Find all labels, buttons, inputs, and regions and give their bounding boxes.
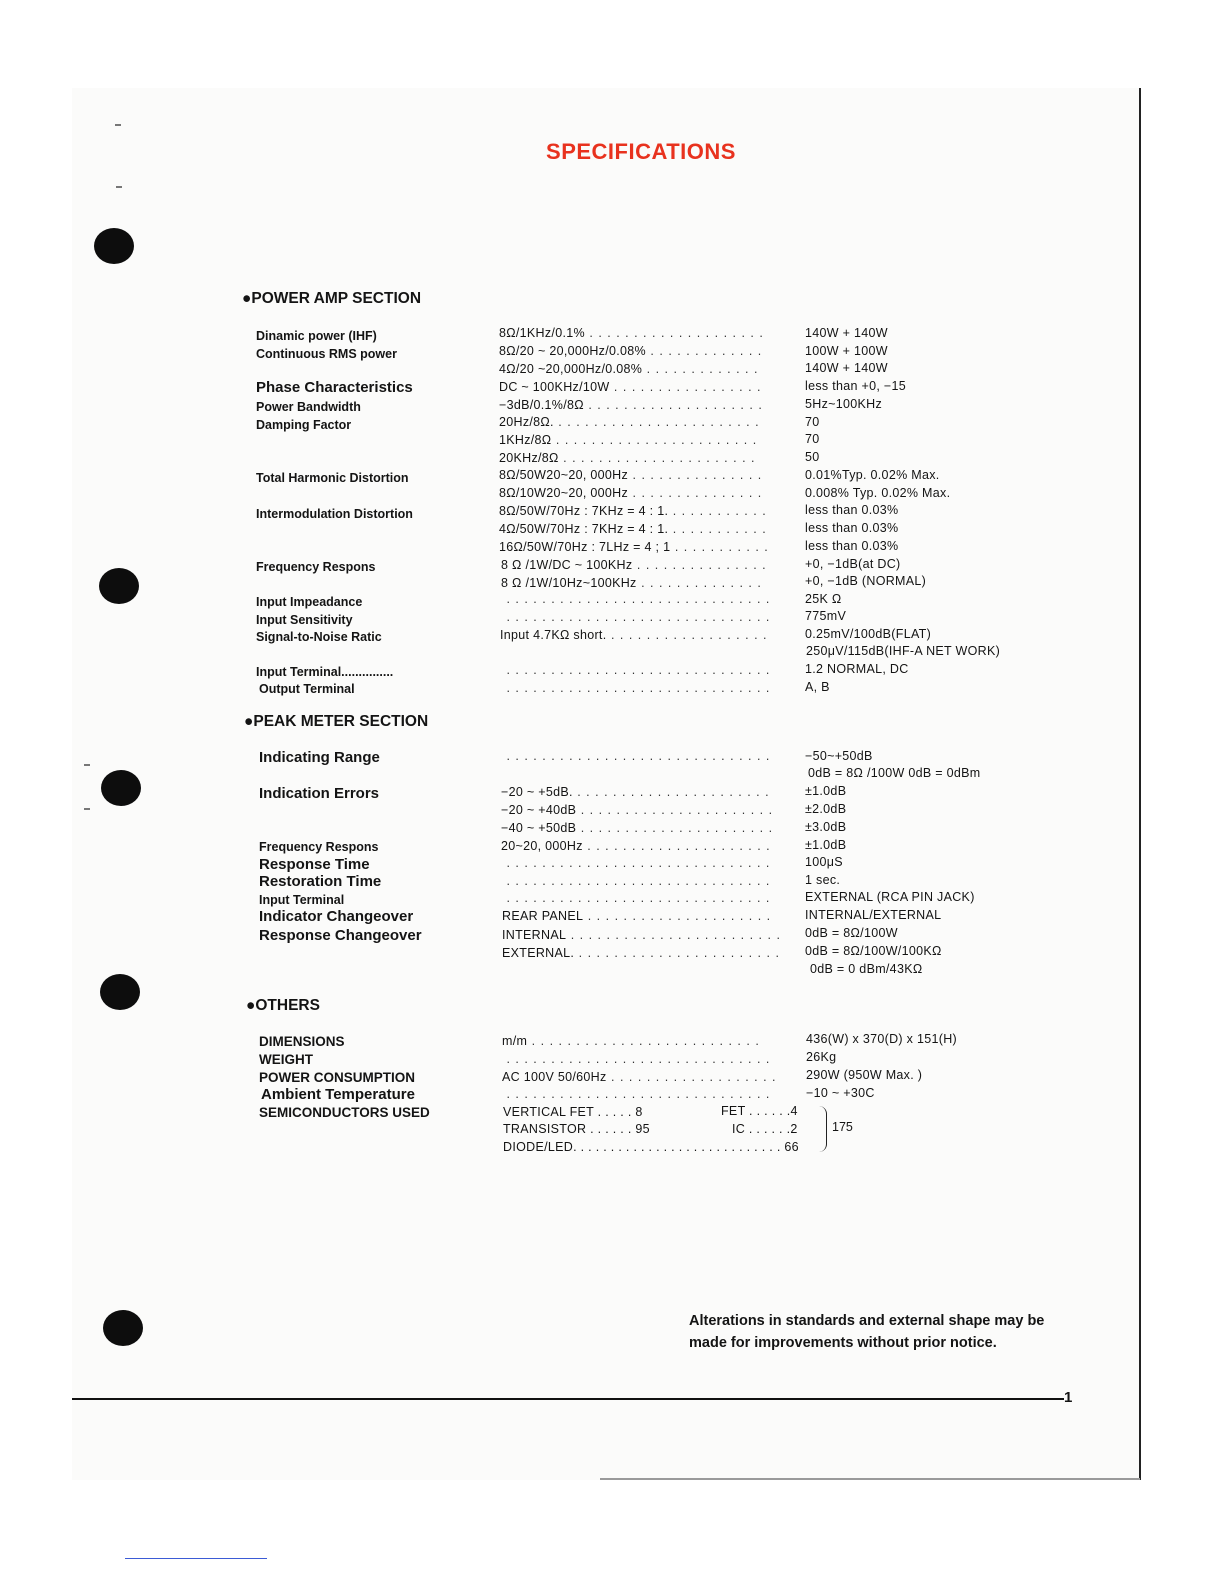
spec-value: 0dB = 8Ω /100W 0dB = 0dBm xyxy=(808,766,981,780)
spec-value: EXTERNAL (RCA PIN JACK) xyxy=(805,890,975,904)
spec-condition: 16Ω/50W/70Hz : 7LHz = 4 ; 1 xyxy=(499,540,671,554)
spec-leader: . . . . . . . . . . . . . . . . . . . . . . xyxy=(558,451,756,465)
spec-row xyxy=(502,610,770,624)
spec-condition: 8 Ω /1W/10Hz~100KHz xyxy=(501,576,637,590)
spec-condition: 8Ω/50W/70Hz : 7KHz = 4 : 1. xyxy=(499,504,669,518)
label-input-sensitivity: Input Sensitivity xyxy=(256,613,353,627)
spec-row xyxy=(502,891,770,905)
scan-artifact-line xyxy=(125,1558,267,1559)
semi-fet: FET . . . . . .4 xyxy=(721,1104,798,1118)
spec-leader: . . . . . . . . . . . . . . . . . . . . . . xyxy=(572,785,770,799)
spec-leader: . . . . . . . . . . . . . . . . . . . . . . . . . . . . . . xyxy=(502,749,771,763)
spec-leader: . . . . . . . . . . . . . . . . . . . . . . . . . . . . . . xyxy=(502,874,771,888)
spec-row xyxy=(499,504,767,518)
spec-value: −50~+50dB xyxy=(805,749,873,763)
semi-total: 175 xyxy=(832,1120,853,1134)
spec-row xyxy=(502,946,780,960)
spec-leader: . . . . . . . . . . . . . . . . . . xyxy=(606,628,768,642)
spec-leader: . . . . . . . . . . . . . . . . . . . . xyxy=(583,398,763,412)
page-number: 1 xyxy=(1064,1389,1073,1406)
spec-value: 1 sec. xyxy=(805,873,841,887)
spec-row xyxy=(499,362,758,376)
spec-condition: −40 ~ +50dB xyxy=(501,821,577,835)
label-imd: Intermodulation Distortion xyxy=(256,507,413,521)
spec-condition: DC ~ 100KHz/10W xyxy=(499,380,610,394)
paper-bottom-edge xyxy=(600,1478,1140,1480)
label-phase-characteristics: Phase Characteristics xyxy=(256,379,413,396)
section-power-amp: ●POWER AMP SECTION xyxy=(242,290,422,307)
label-power-bandwidth: Power Bandwidth xyxy=(256,400,361,414)
label-dinamic-power: Dinamic power (IHF) xyxy=(256,329,377,343)
label-response-changeover: Response Changeover xyxy=(259,927,422,944)
spec-condition: 8Ω/10W20~20, 000Hz xyxy=(499,486,629,500)
spec-value: 0dB = 0 dBm/43KΩ xyxy=(810,962,923,976)
spec-row xyxy=(501,558,767,572)
spec-condition: 8Ω/50W20~20, 000Hz xyxy=(499,468,629,482)
spec-value: ±1.0dB xyxy=(805,784,847,798)
spec-value: ±2.0dB xyxy=(805,802,847,816)
label-damping-factor: Damping Factor xyxy=(256,418,352,432)
spec-value: 25K Ω xyxy=(805,592,842,606)
spec-value: less than 0.03% xyxy=(805,503,899,517)
spec-condition: 20~20, 000Hz xyxy=(501,839,583,853)
label-response-time: Response Time xyxy=(259,856,370,873)
spec-condition: Input 4.7KΩ short. xyxy=(500,628,607,642)
spec-condition: −20 ~ +40dB xyxy=(501,803,577,817)
label-power-consumption: POWER CONSUMPTION xyxy=(259,1070,416,1085)
spec-leader: . . . . . . . . . . . xyxy=(668,504,767,518)
label-restoration-time: Restoration Time xyxy=(259,873,382,890)
spec-leader: . . . . . . . . . . . xyxy=(670,540,769,554)
label-indicator-changeover: Indicator Changeover xyxy=(259,908,414,925)
label-continuous-rms: Continuous RMS power xyxy=(256,347,397,361)
spec-condition: 1KHz/8Ω xyxy=(499,433,552,447)
spec-value: ±1.0dB xyxy=(805,838,847,852)
label-output-terminal: Output Terminal xyxy=(259,682,355,696)
spec-value: less than 0.03% xyxy=(805,539,899,553)
scan-speck xyxy=(84,764,90,766)
footer-rule xyxy=(72,1398,1064,1400)
spec-row xyxy=(502,1070,777,1084)
spec-condition: AC 100V 50/60Hz xyxy=(502,1070,607,1084)
punch-hole xyxy=(103,1310,143,1346)
label-input-terminal: Input Terminal............... xyxy=(256,665,394,679)
spec-row xyxy=(499,415,760,429)
spec-value: 0.008% Typ. 0.02% Max. xyxy=(805,486,951,500)
spec-row xyxy=(499,522,767,536)
spec-row xyxy=(501,821,773,835)
spec-row xyxy=(499,344,762,358)
spec-leader: . . . . . . . . . . . . . xyxy=(642,362,759,376)
spec-row xyxy=(502,663,770,677)
spec-leader: . . . . . . . . . . . . . . . . . . . . . . xyxy=(576,821,774,835)
spec-leader: . . . . . . . . . . . . . xyxy=(645,344,763,358)
spec-row xyxy=(499,468,762,482)
spec-condition: 4Ω/50W/70Hz : 7KHz = 4 : 1. xyxy=(499,522,669,536)
section-peak-meter: ●PEAK METER SECTION xyxy=(244,713,429,730)
spec-row xyxy=(501,785,770,799)
spec-leader: . . . . . . . . . . . . . . . . . . . . . . . xyxy=(574,946,780,960)
spec-leader: . . . . . . . . . . . . . . . . . . . . . . xyxy=(576,803,774,817)
spec-row xyxy=(502,1087,770,1101)
spec-leader: . . . . . . . . . . . . . . . . . . . . . xyxy=(583,909,772,923)
spec-value: 290W (950W Max. ) xyxy=(806,1068,923,1082)
spec-row xyxy=(501,576,762,590)
label-ambient-temperature: Ambient Temperature xyxy=(261,1086,415,1103)
semi-diode-led: DIODE/LED. . . . . . . . . . . . . . . . . . . . . . . . . . . . 66 xyxy=(503,1140,799,1154)
spec-value: −10 ~ +30C xyxy=(806,1086,875,1100)
spec-value: 0dB = 8Ω/100W xyxy=(805,926,898,940)
spec-row xyxy=(502,928,781,942)
paper-sheet xyxy=(72,88,1140,1480)
label-input-impedance: Input Impeadance xyxy=(256,595,363,609)
spec-value: 100W + 100W xyxy=(805,344,888,358)
spec-leader: . . . . . . . . . . . . . . . . . . . . . . . . . . . . . . xyxy=(502,1052,771,1066)
label-indicating-range: Indicating Range xyxy=(259,749,380,766)
spec-value: 250μV/115dB(IHF-A NET WORK) xyxy=(806,644,1001,658)
spec-row xyxy=(500,628,768,642)
paper-right-edge xyxy=(1139,88,1141,1480)
page-title: SPECIFICATIONS xyxy=(546,139,736,164)
spec-value: 0.25mV/100dB(FLAT) xyxy=(805,627,932,641)
spec-row xyxy=(499,380,762,394)
punch-hole xyxy=(99,568,139,604)
spec-row xyxy=(499,433,757,447)
spec-value: ±3.0dB xyxy=(805,820,847,834)
spec-value: +0, −1dB(at DC) xyxy=(805,557,901,571)
spec-row xyxy=(502,1034,760,1048)
spec-value: 5Hz~100KHz xyxy=(805,397,882,411)
label-semiconductors-used: SEMICONDUCTORS USED xyxy=(259,1105,430,1120)
spec-leader: . . . . . . . . . . . . . . . . . . . . . . . . . . . . . . xyxy=(502,856,771,870)
punch-hole xyxy=(100,974,140,1010)
spec-condition: 4Ω/20 ~20,000Hz/0.08% xyxy=(499,362,643,376)
label-thd: Total Harmonic Distortion xyxy=(256,471,409,485)
spec-condition: INTERNAL xyxy=(502,928,567,942)
spec-condition: −20 ~ +5dB. xyxy=(501,785,573,799)
spec-value: 26Kg xyxy=(806,1050,837,1064)
spec-value: 140W + 140W xyxy=(805,326,888,340)
spec-row xyxy=(499,326,764,340)
spec-row xyxy=(502,909,771,923)
scan-speck xyxy=(84,808,90,810)
scan-speck xyxy=(115,124,121,126)
spec-leader: . . . . . . . . . . . . . . . . . . . . . . . . . . . . . . xyxy=(502,592,771,606)
spec-row xyxy=(499,398,763,412)
spec-leader: . . . . . . . . . . . . . . . . . . . . . . . . . . . . . . xyxy=(502,681,771,695)
spec-leader: . . . . . . . . . . . . . . . . . . . . xyxy=(584,326,764,340)
spec-value: 1.2 NORMAL, DC xyxy=(805,662,909,676)
spec-condition: m/m xyxy=(502,1034,528,1048)
label-pm-input-terminal: Input Terminal xyxy=(259,893,345,907)
label-frequency-respons: Frequency Respons xyxy=(256,560,376,574)
spec-condition: −3dB/0.1%/8Ω xyxy=(499,398,584,412)
label-dimensions: DIMENSIONS xyxy=(259,1034,345,1049)
spec-row xyxy=(502,749,770,763)
spec-value: A, B xyxy=(805,680,830,694)
spec-leader: . . . . . . . . . . . xyxy=(668,522,767,536)
section-others: ●OTHERS xyxy=(246,997,320,1014)
spec-condition: 8Ω/20 ~ 20,000Hz/0.08% xyxy=(499,344,646,358)
spec-value: 775mV xyxy=(805,609,847,623)
spec-value: less than +0, −15 xyxy=(805,379,907,393)
spec-row xyxy=(502,1052,770,1066)
spec-leader: . . . . . . . . . . . . . . . . . . . . . . . . . . . . . . xyxy=(502,663,771,677)
semi-ic: IC . . . . . .2 xyxy=(732,1122,798,1136)
spec-condition: EXTERNAL. xyxy=(502,946,575,960)
spec-row xyxy=(502,856,770,870)
spec-leader: . . . . . . . . . . . . . . . . . . . . . xyxy=(582,839,771,853)
spec-value: 70 xyxy=(805,415,820,429)
spec-leader: . . . . . . . . . . . . . . . . . . . . . . . . . . . . . . xyxy=(502,610,771,624)
spec-leader: . . . . . . . . . . . . . . . . . . . . . . . xyxy=(553,415,760,429)
label-indication-errors: Indication Errors xyxy=(259,785,380,802)
spec-row xyxy=(501,839,771,853)
spec-condition: 20KHz/8Ω xyxy=(499,451,559,465)
spec-value: 0dB = 8Ω/100W/100KΩ xyxy=(805,944,942,958)
punch-hole xyxy=(101,770,141,806)
spec-leader: . . . . . . . . . . . . . . . . . . . . . . . xyxy=(551,433,758,447)
semi-brace xyxy=(819,1106,827,1152)
spec-leader: . . . . . . . . . . . . . . . . . . . . . . . . . . . . . . xyxy=(502,1087,771,1101)
spec-row xyxy=(502,592,770,606)
spec-value: 70 xyxy=(805,432,820,446)
spec-leader: . . . . . . . . . . . . . . . . . . . xyxy=(606,1070,777,1084)
spec-condition: 8Ω/1KHz/0.1% xyxy=(499,326,585,340)
spec-row xyxy=(499,451,756,465)
spec-leader: . . . . . . . . . . . . . . . . . xyxy=(609,380,762,394)
spec-leader: . . . . . . . . . . . . . . . xyxy=(628,486,763,500)
alteration-notice: Alterations in standards and external shape may be made for improvements without prior notice. xyxy=(689,1313,1045,1351)
spec-row xyxy=(502,681,770,695)
spec-condition: REAR PANEL xyxy=(502,909,584,923)
semi-transistor: TRANSISTOR . . . . . . 95 xyxy=(503,1122,650,1136)
spec-value: 100μS xyxy=(805,855,843,869)
label-signal-to-noise: Signal-to-Noise Ratic xyxy=(256,630,382,644)
spec-condition: 20Hz/8Ω. xyxy=(499,415,554,429)
spec-value: less than 0.03% xyxy=(805,521,899,535)
scan-speck xyxy=(116,186,122,188)
punch-hole xyxy=(94,228,134,264)
semi-vertical-fet: VERTICAL FET . . . . . 8 xyxy=(503,1105,643,1119)
spec-value: +0, −1dB (NORMAL) xyxy=(805,574,927,588)
spec-leader: . . . . . . . . . . . . . . . . . . . . . . . . . . xyxy=(527,1034,760,1048)
spec-leader: . . . . . . . . . . . . . . . . . . . . . . . . . . . . . . xyxy=(502,891,771,905)
spec-value: 0.01%Typ. 0.02% Max. xyxy=(805,468,940,482)
spec-leader: . . . . . . . . . . . . . . xyxy=(636,576,762,590)
spec-leader: . . . . . . . . . . . . . . . xyxy=(628,468,763,482)
spec-condition: 8 Ω /1W/DC ~ 100KHz xyxy=(501,558,633,572)
spec-row xyxy=(499,540,769,554)
spec-leader: . . . . . . . . . . . . . . . . . . . . . . . . xyxy=(566,928,781,942)
label-weight: WEIGHT xyxy=(259,1052,313,1067)
spec-row xyxy=(502,874,770,888)
spec-value: 50 xyxy=(805,450,820,464)
spec-value: 436(W) x 370(D) x 151(H) xyxy=(806,1032,957,1046)
spec-value: INTERNAL/EXTERNAL xyxy=(805,908,942,922)
spec-value: 140W + 140W xyxy=(805,361,888,375)
spec-row xyxy=(501,803,773,817)
spec-leader: . . . . . . . . . . . . . . . xyxy=(632,558,767,572)
spec-row xyxy=(499,486,762,500)
label-pm-frequency-respons: Frequency Respons xyxy=(259,840,379,854)
